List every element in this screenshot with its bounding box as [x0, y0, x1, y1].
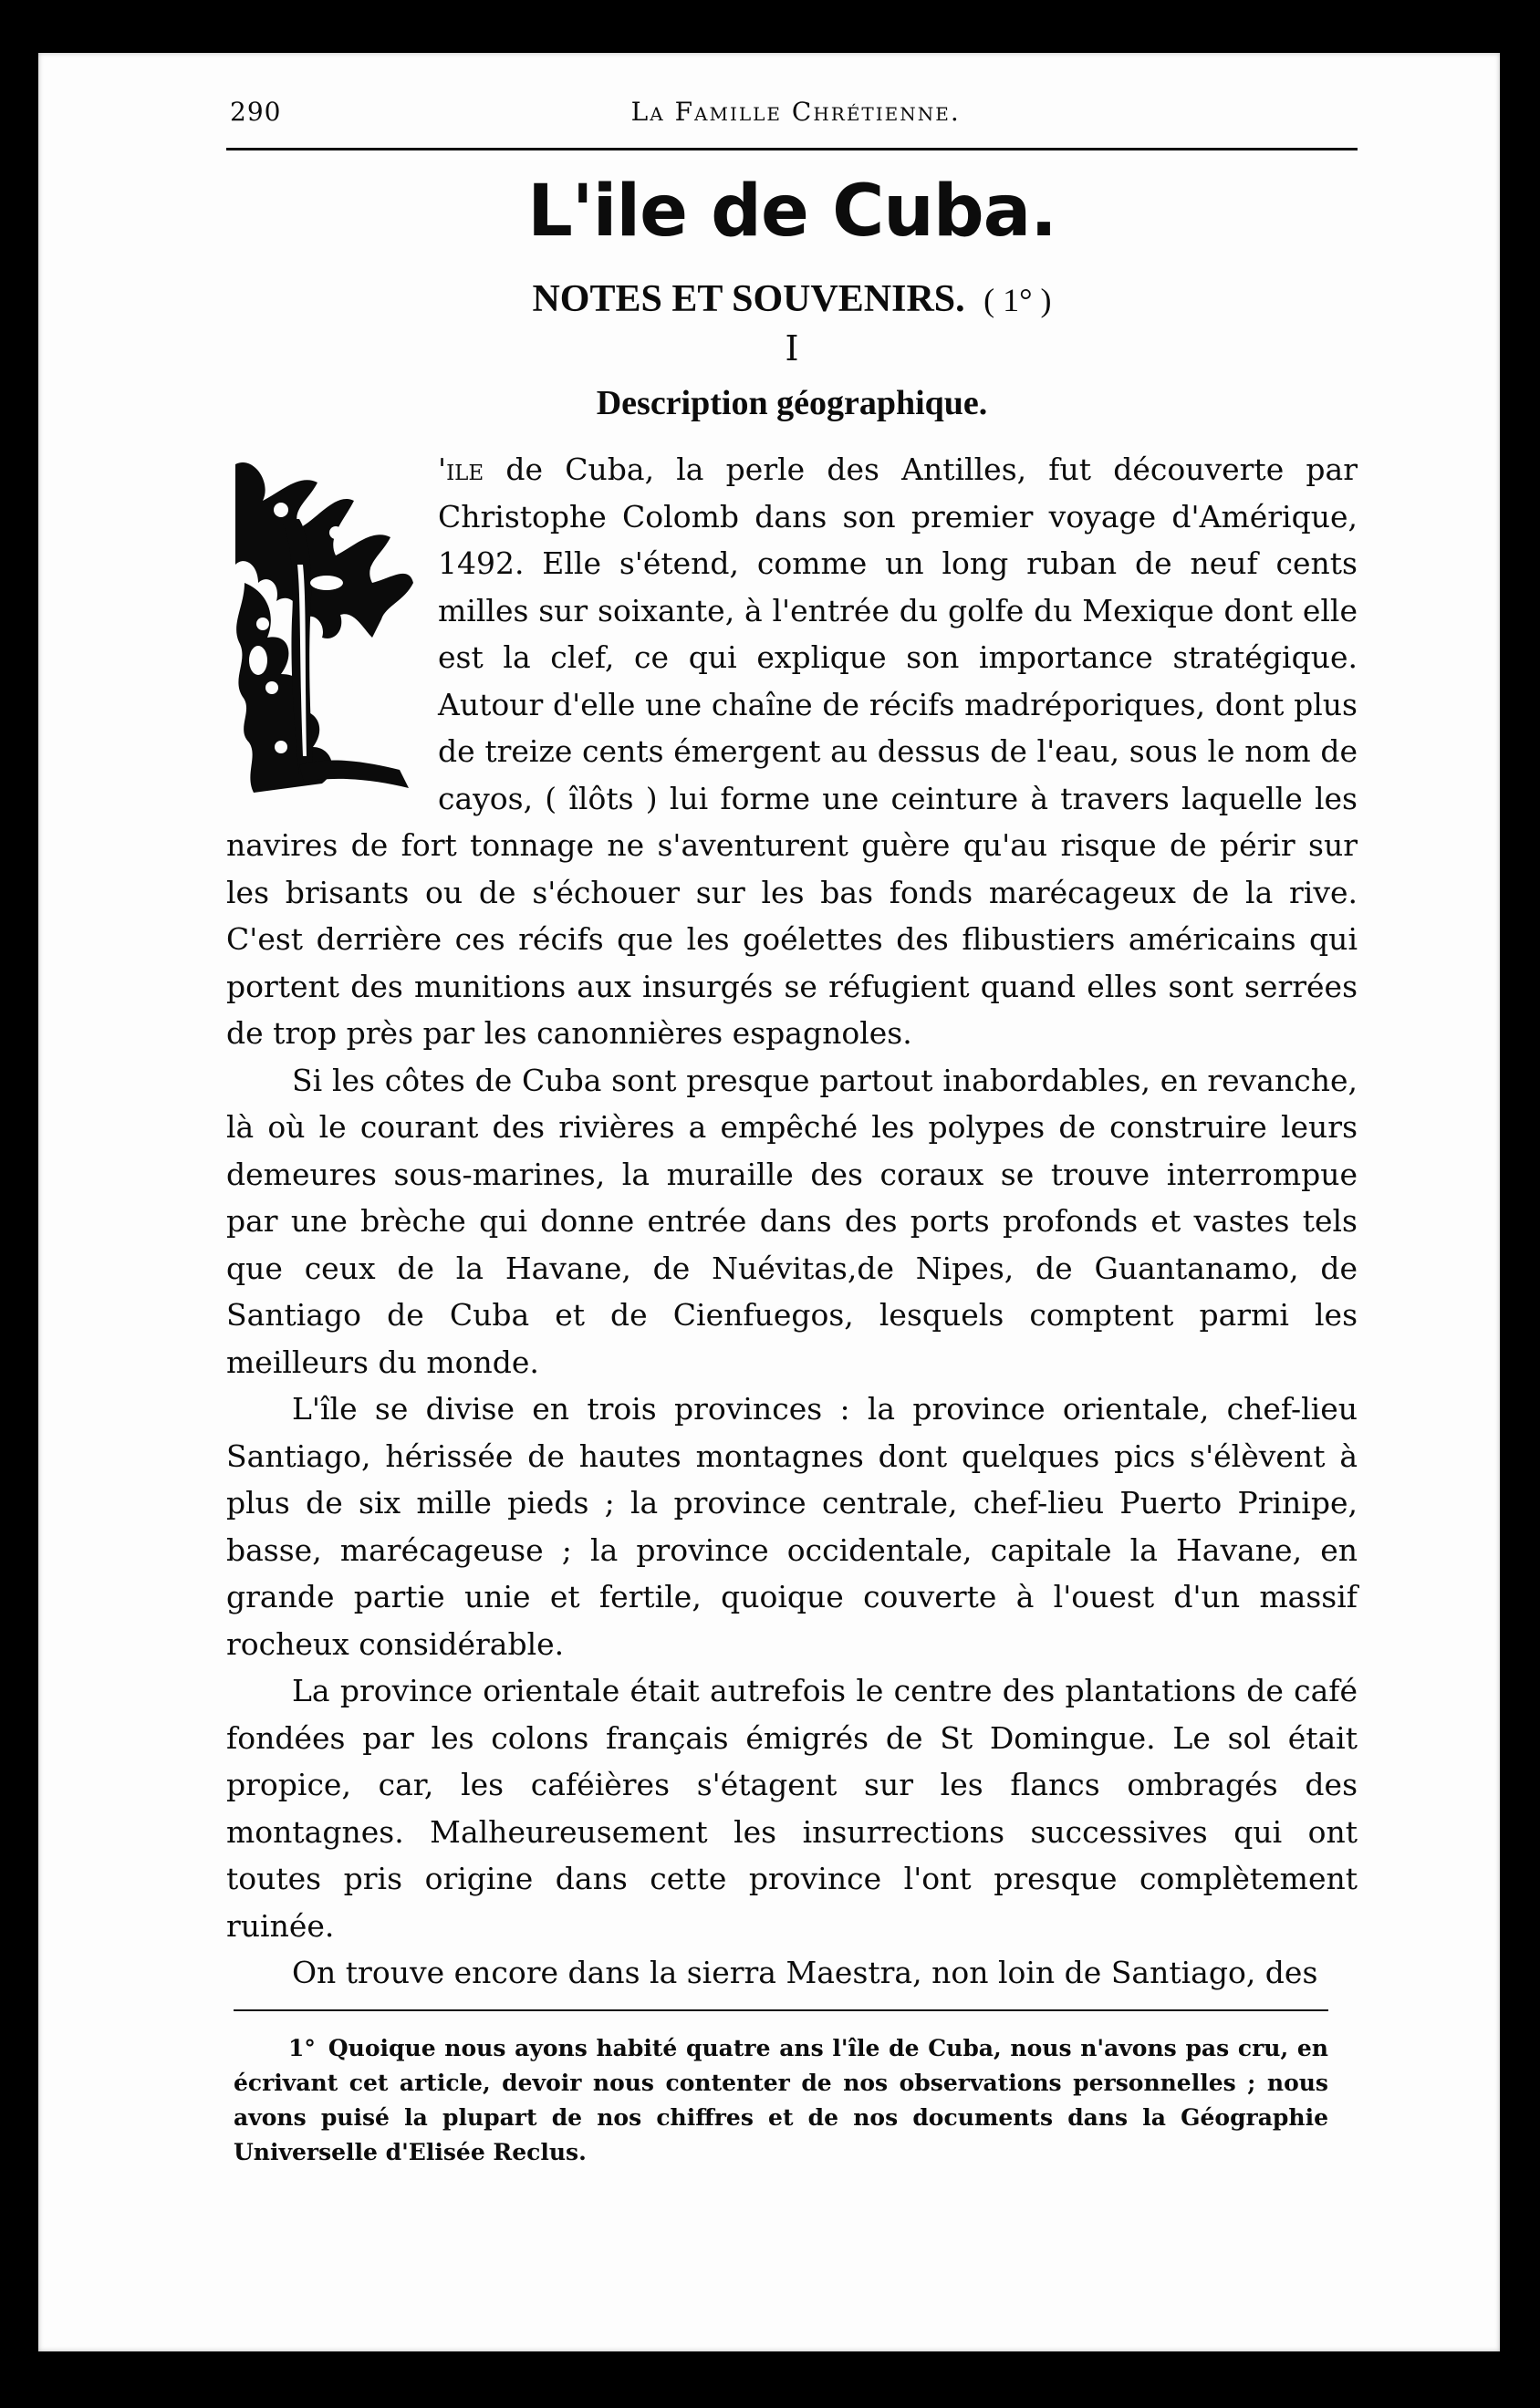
- article-subtitle: [226, 280, 1358, 318]
- running-header: [226, 97, 1358, 137]
- opening-word: 'ile: [438, 452, 484, 487]
- footnote: [234, 2031, 1328, 2170]
- page-content: [226, 97, 1358, 2170]
- paragraph-1-text: de Cuba, la perle des Antilles, fut découverte par Christophe Colomb dans son premier voyage d'Amérique, 1492. Elle s'étend, comme un long ruban de neuf cents milles sur soixante, à l'entrée du golfe du Mexique dont elle est la clef, ce qui explique son importance stratégique. Autour d'elle une chaîne de récifs madréporiques, dont plus de treize cents émergent au dessus de l'eau, sous le nom de cayos, ( îlôts ) lui forme une ceinture à travers laquelle les navires de fort tonnage ne s'aventurent guère qu'au risque de périr sur les brisants ou de s'échouer sur les bas fonds marécageux de la rive. C'est derrière ces récifs que les goélettes des flibustiers américains qui portent des munitions aux insurgés se réfugient quand elles sont serrées de trop près par les canonnières espagnoles.: [226, 452, 1358, 1051]
- footnote-reference: ( 1° ): [983, 282, 1052, 318]
- paragraph-3: L'île se divise en trois provinces : la province orientale, chef-lieu Santiago, hérissée de hautes montagnes dont quelques pics s'élèvent à plus de six mille pieds ; la province centrale, chef-lieu Puerto Prinipe, basse, marécageuse ; la province occidentale, capitale la Havane, en grande partie unie et fertile, quoique couverte à l'ouest d'un massif rocheux considérable.: [226, 1391, 1358, 1662]
- footnote-text: Quoique nous ayons habité quatre ans l'île de Cuba, nous n'avons pas cru, en écrivant cet article, devoir nous contenter de nos observations personnelles ; nous avons puisé la plupart de nos chiffres et de nos documents dans la Géographie Universelle d'Elisée Reclus.: [234, 2034, 1328, 2165]
- footnote-rule: [234, 2009, 1328, 2011]
- article-title: L'ile de Cuba.: [527, 171, 1056, 253]
- section-title: Description géographique.: [596, 384, 988, 422]
- section-number: I: [785, 328, 799, 368]
- book-page: [38, 53, 1500, 2351]
- footnote-mark: 1°: [288, 2034, 316, 2061]
- article-body: [226, 446, 1358, 1997]
- paragraph-5: On trouve encore dans la sierra Maestra, non loin de Santiago, des: [292, 1955, 1318, 1990]
- paragraph-2: Si les côtes de Cuba sont presque partout inabordables, en revanche, là où le courant des rivières a empêché les polypes de construire leurs demeures sous-marines, la muraille des coraux se trouve interrompue par une brèche qui donne entrée dans des ports profonds et vastes tels que ceux de la Havane, de Nuévitas,de Nipes, de Guantanamo, de Santiago de Cuba et de Cienfuegos, lesquels comptent parmi les meilleurs du monde.: [226, 1062, 1358, 1380]
- subtitle-text: NOTES ET SOUVENIRS.: [532, 278, 965, 320]
- running-title: La Famille Chrétienne.: [630, 97, 961, 127]
- header-rule: [226, 148, 1358, 150]
- paragraph-4: La province orientale était autrefois le centre des plantations de café fondées par les colons français émigrés de St Domingue. Le sol était propice, car, les caféières s'étagent sur les flancs ombragés des montagnes. Malheureusement les insurrections successives qui ont toutes pris origine dans cette province l'ont presque complètement ruinée.: [226, 1673, 1358, 1944]
- page-number: 290: [230, 97, 282, 127]
- ornamental-initial-l-icon: [226, 455, 420, 802]
- scan-border-mark: [1496, 0, 1540, 2408]
